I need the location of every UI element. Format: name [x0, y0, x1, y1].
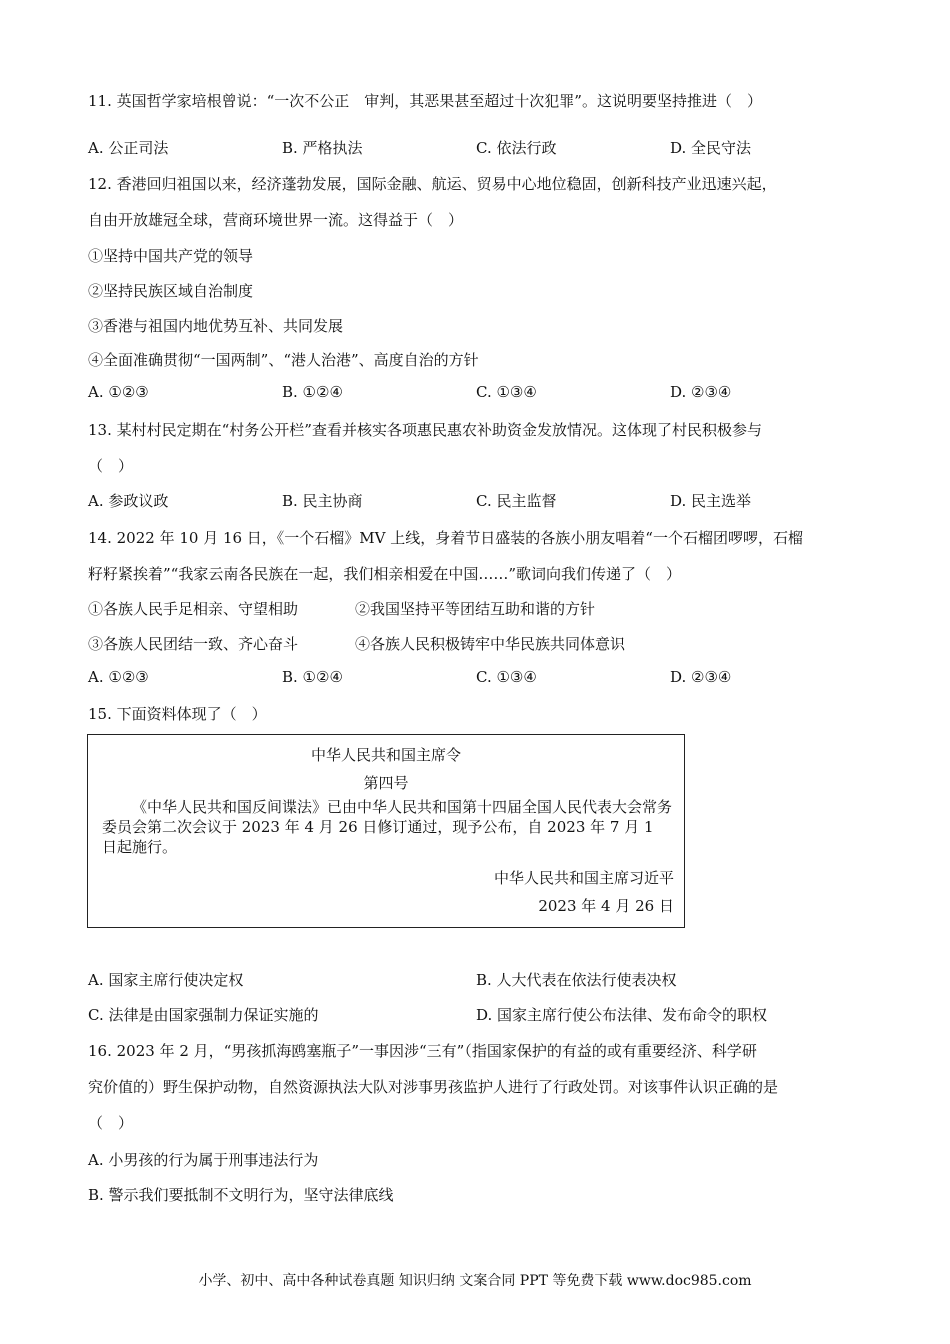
q12-stem-line2: 自由开放雄冠全球，营商环境世界一流。这得益于（ ）	[88, 211, 464, 229]
q13-option-a: A. 参政议政	[88, 492, 169, 510]
q15-option-b: B. 人大代表在依法行使表决权	[476, 971, 677, 989]
q12-option-b: B. ①②④	[282, 383, 343, 401]
decree-title: 中华人民共和国主席令	[310, 746, 461, 764]
q14-option-a: A. ①②③	[88, 668, 149, 686]
q11-option-d: D. 全民守法	[670, 139, 752, 157]
q14-stem-line1: 14. 2022 年 10 月 16 日，《一个石榴》MV 上线，身着节日盛装的各族小朋友唱着“一个石榴团啰啰，石榴	[88, 529, 803, 547]
q12-option-a: A. ①②③	[88, 383, 149, 401]
q12-item-4: ④全面准确贯彻“一国两制”、“港人治港”、高度自治的方针	[88, 351, 479, 369]
decree-box	[87, 734, 685, 928]
q14-option-c: C. ①③④	[476, 668, 537, 686]
decree-date: 2023 年 4 月 26 日	[538, 897, 674, 915]
q11-option-a: A. 公正司法	[88, 139, 169, 157]
q16-stem-line1: 16. 2023 年 2 月，“男孩抓海鸥塞瓶子”一事因涉“三有”（指国家保护的有益的或有重要经济、科学研	[88, 1042, 757, 1060]
q13-option-c: C. 民主监督	[476, 492, 557, 510]
decree-body: 《中华人民共和国反间谍法》已由中华人民共和国第十四届全国人民代表大会常务委员会第二次会议于 2023 年 4 月 26 日修订通过，现予公布，自 2023 年 7 月 1 日起施行。	[102, 798, 673, 856]
q16-option-a: A. 小男孩的行为属于刑事违法行为	[88, 1151, 319, 1169]
q16-option-b: B. 警示我们要抵制不文明行为，坚守法律底线	[88, 1186, 394, 1204]
q13-stem-line1: 13. 某村村民定期在“村务公开栏”查看并核实各项惠民惠农补助资金发放情况。这体现了村民积极参与	[88, 421, 762, 439]
q12-stem-line1: 12. 香港回归祖国以来，经济蓬勃发展，国际金融、航运、贸易中心地位稳固，创新科技产业迅速兴起，	[88, 175, 777, 193]
decree-signature: 中华人民共和国主席习近平	[493, 869, 674, 887]
q14-item-3: ③各族人民团结一致、齐心奋斗	[88, 635, 299, 653]
q14-item-1: ①各族人民手足相亲、守望相助	[88, 600, 299, 618]
q15-option-d: D. 国家主席行使公布法律、发布命令的职权	[476, 1006, 768, 1024]
q11-stem: 11. 英国哲学家培根曾说：“一次不公正 审判，其恶果甚至超过十次犯罪”。这说明要坚持推进（ ）	[88, 92, 762, 110]
q11-option-c: C. 依法行政	[476, 139, 557, 157]
q14-item-4: ④各族人民积极铸牢中华民族共同体意识	[355, 635, 626, 653]
q13-stem-line2: （ ）	[88, 457, 134, 475]
q16-stem-line3: （ ）	[88, 1114, 134, 1132]
q12-item-3: ③香港与祖国内地优势互补、共同发展	[88, 317, 344, 335]
q16-stem-line2: 究价值的）野生保护动物，自然资源执法大队对涉事男孩监护人进行了行政处罚。对该事件认识正确的是	[88, 1078, 779, 1096]
q12-item-2: ②坚持民族区域自治制度	[88, 282, 254, 300]
q13-option-d: D. 民主选举	[670, 492, 752, 510]
q14-stem-line2: 籽籽紧挨着”“我家云南各民族在一起，我们相亲相爱在中国……”歌词向我们传递了（ ）	[88, 565, 682, 583]
q15-option-a: A. 国家主席行使决定权	[88, 971, 244, 989]
decree-number: 第四号	[363, 774, 409, 792]
q15-option-c: C. 法律是由国家强制力保证实施的	[88, 1006, 319, 1024]
q12-item-1: ①坚持中国共产党的领导	[88, 247, 254, 265]
page-footer: 小学、初中、高中各种试卷真题 知识归纳 文案合同 PPT 等免费下载 www.doc985.com	[198, 1273, 752, 1289]
q12-option-d: D. ②③④	[670, 383, 732, 401]
q15-stem: 15. 下面资料体现了（ ）	[88, 705, 267, 723]
q13-option-b: B. 民主协商	[282, 492, 363, 510]
q12-option-c: C. ①③④	[476, 383, 537, 401]
q11-option-b: B. 严格执法	[282, 139, 363, 157]
q14-option-d: D. ②③④	[670, 668, 732, 686]
q14-item-2: ②我国坚持平等团结互助和谐的方针	[355, 600, 596, 618]
q14-option-b: B. ①②④	[282, 668, 343, 686]
